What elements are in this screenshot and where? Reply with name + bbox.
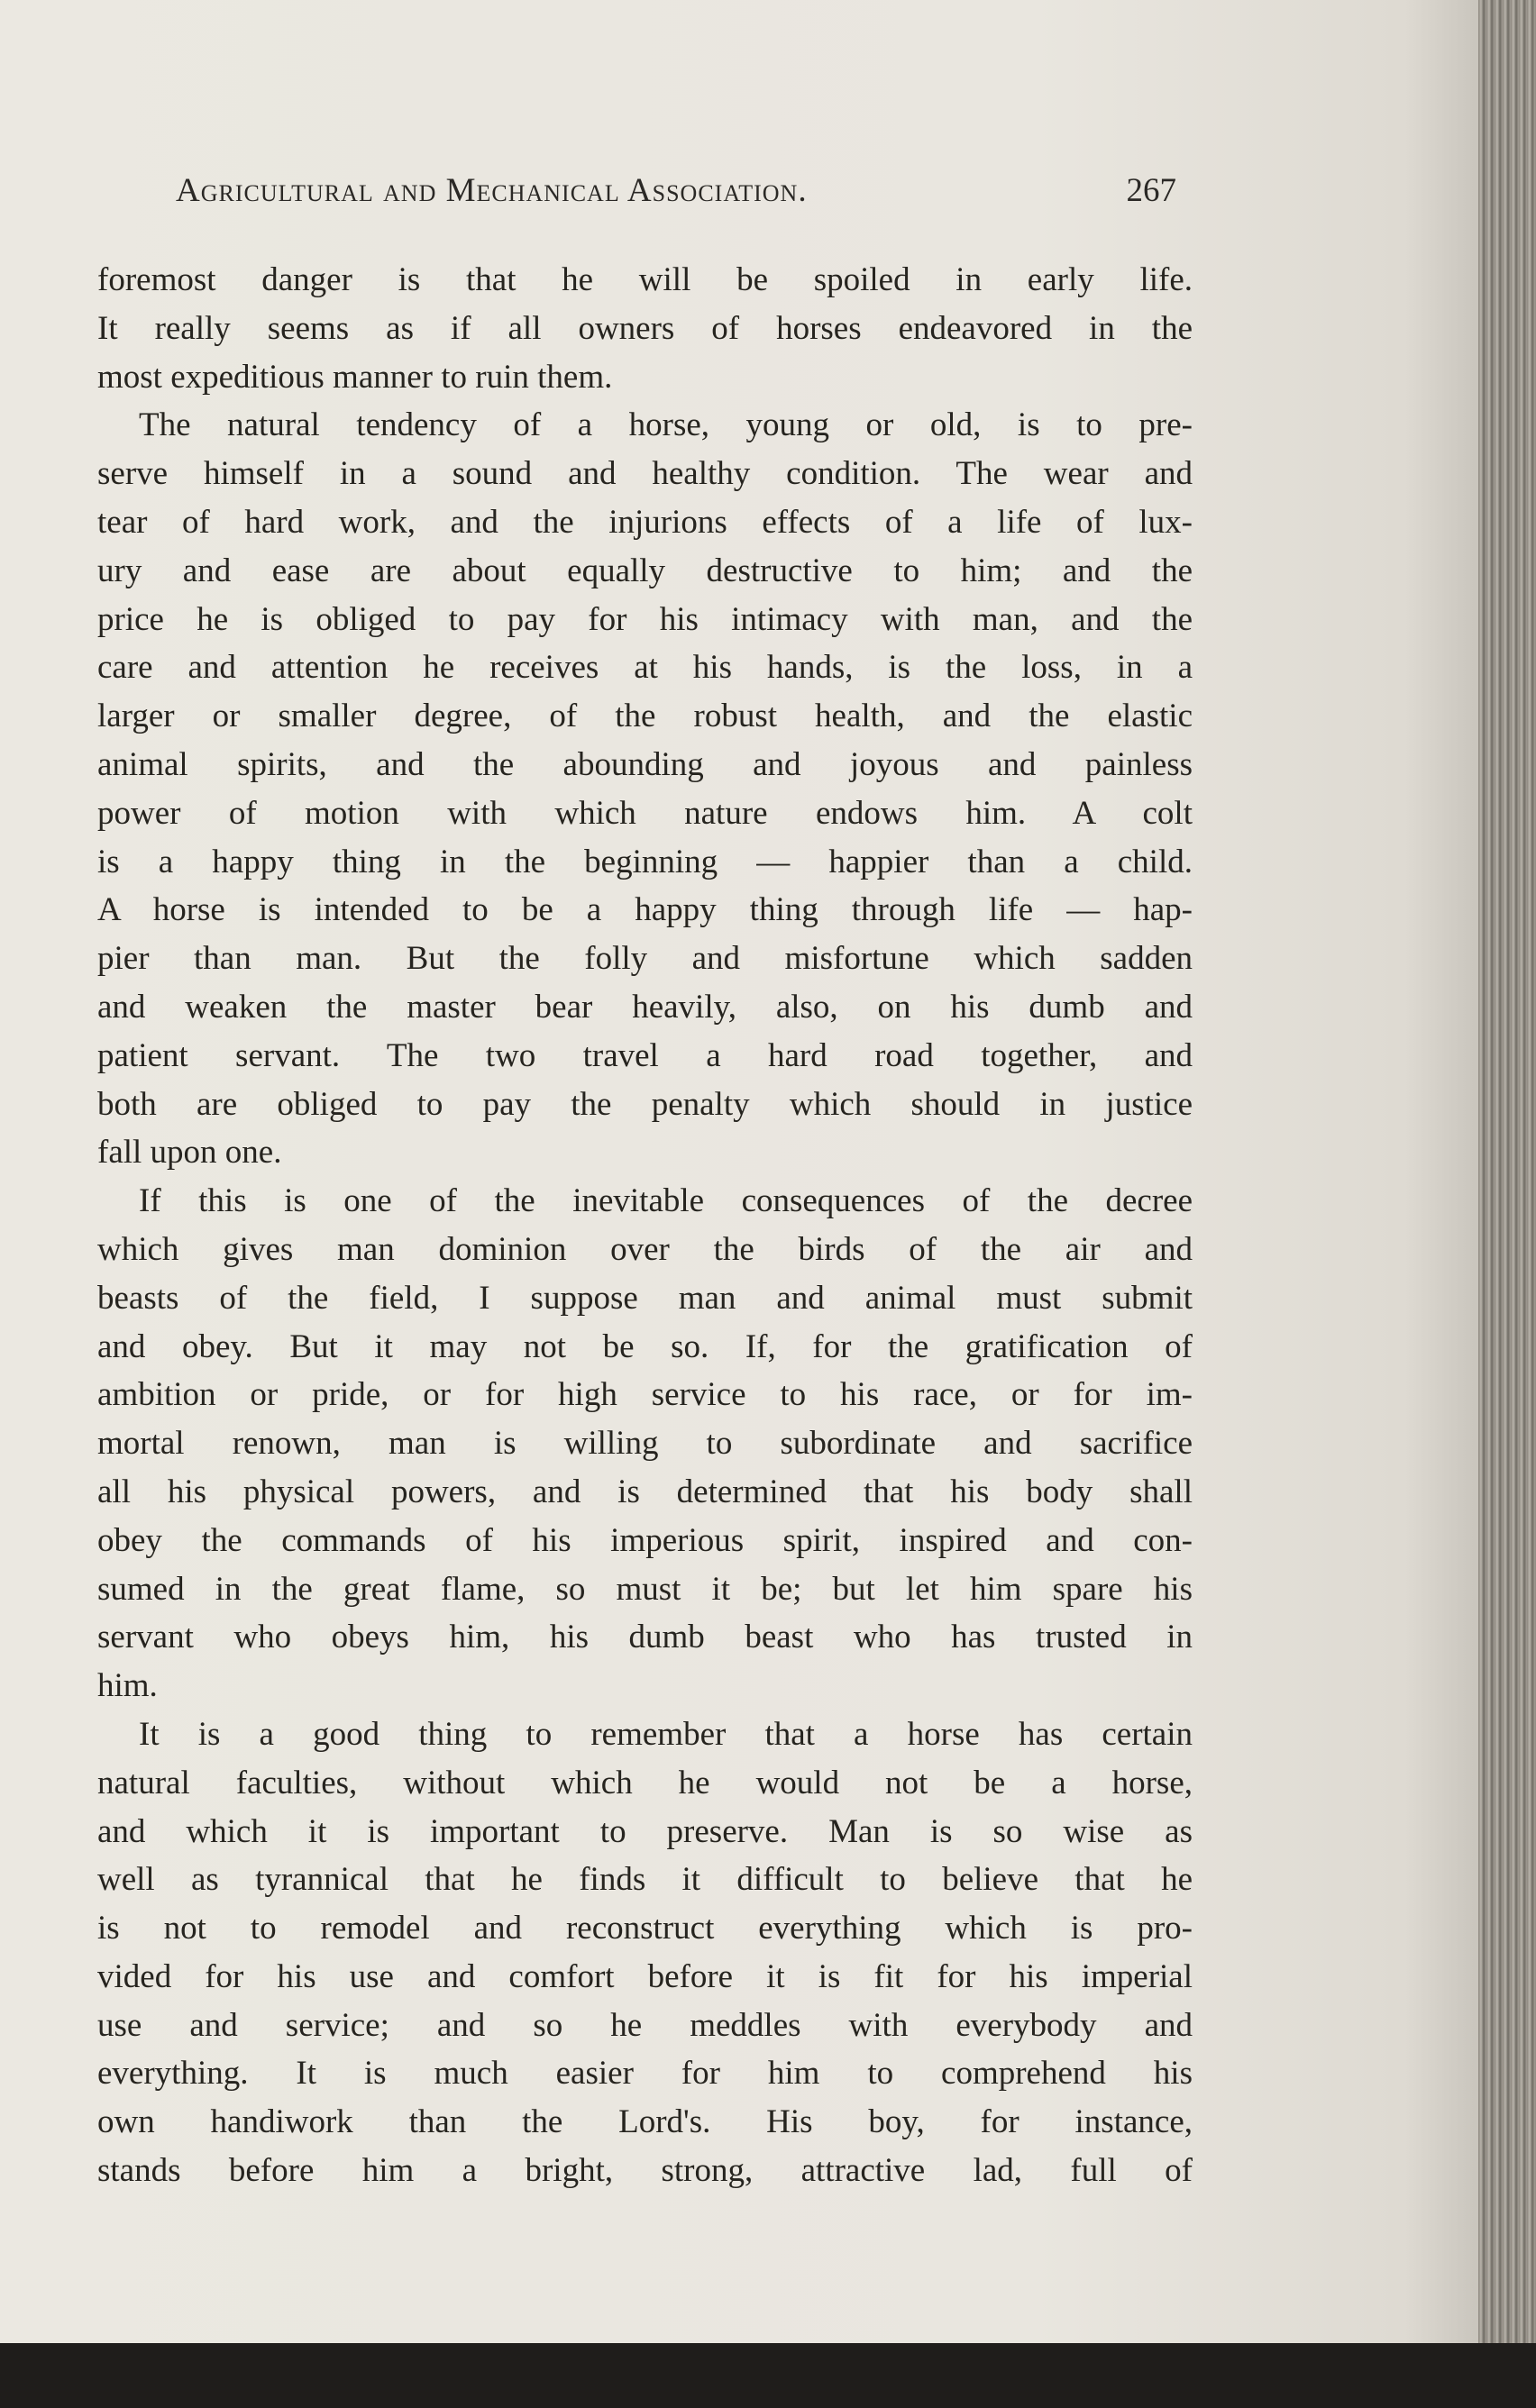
- page-edge-shadow: [1478, 0, 1536, 2343]
- text-line: patient servant. The two travel a hard road together, and: [97, 1036, 1193, 1074]
- text-line: foremost danger is that he will be spoiled in early life.: [97, 261, 1193, 298]
- text-line: tear of hard work, and the injurions effects of a life of lux-: [97, 503, 1193, 541]
- text-line: everything. It is much easier for him to comprehend his: [97, 2055, 1193, 2093]
- text-line: well as tyrannical that he finds it difficult to believe that he: [97, 1861, 1193, 1899]
- text-line: and weaken the master bear heavily, also, on his dumb and: [97, 988, 1193, 1026]
- paragraph: [97, 1177, 1193, 1710]
- text-line: It really seems as if all owners of horses endeavored in the: [97, 309, 1193, 347]
- text-line: price he is obliged to pay for his intimacy with man, and the: [97, 600, 1193, 638]
- paragraph: [97, 256, 1193, 401]
- text-line: is a happy thing in the beginning — happier than a child.: [97, 843, 1193, 880]
- text-line: care and attention he receives at his hands, is the loss, in a: [97, 649, 1193, 687]
- text-line: ury and ease are about equally destructive to him; and the: [97, 552, 1193, 589]
- text-line: most expeditious manner to ruin them.: [97, 358, 613, 396]
- text-line: fall upon one.: [97, 1134, 282, 1172]
- text-line: use and service; and so he meddles with everybody and: [97, 2006, 1193, 2044]
- text-line: sumed in the great flame, so must it be; but let him spare his: [97, 1570, 1193, 1608]
- text-line: serve himself in a sound and healthy condition. The wear and: [97, 455, 1193, 493]
- text-line: beasts of the field, I suppose man and animal must submit: [97, 1279, 1193, 1317]
- text-line: mortal renown, man is willing to subordinate and sacrifice: [97, 1425, 1193, 1463]
- text-line: own handiwork than the Lord's. His boy, for instance,: [97, 2103, 1193, 2141]
- text-line: stands before him a bright, strong, attractive lad, full of: [97, 2152, 1193, 2190]
- scan-bottom-border: [0, 2343, 1536, 2408]
- text-line: obey the commands of his imperious spirit, inspired and con-: [97, 1521, 1193, 1559]
- text-line: and obey. But it may not be so. If, for the gratification of: [97, 1327, 1193, 1365]
- text-line: A horse is intended to be a happy thing through life — hap-: [97, 891, 1193, 929]
- text-line: and which it is important to preserve. Man is so wise as: [97, 1812, 1193, 1850]
- text-line: which gives man dominion over the birds of the air and: [97, 1230, 1193, 1268]
- text-line: all his physical powers, and is determined that his body shall: [97, 1473, 1193, 1510]
- text-line: If this is one of the inevitable consequences of the decree: [139, 1182, 1193, 1220]
- text-line: ambition or pride, or for high service to his race, or for im-: [97, 1376, 1193, 1414]
- text-line: servant who obeys him, his dumb beast who has trusted in: [97, 1619, 1193, 1656]
- text-line: natural faculties, without which he would not be a horse,: [97, 1764, 1193, 1801]
- text-line: animal spirits, and the abounding and joyous and painless: [97, 745, 1193, 783]
- text-line: power of motion with which nature endows him. A colt: [97, 794, 1193, 832]
- page-header: [176, 171, 1176, 225]
- text-line: both are obliged to pay the penalty which should in justice: [97, 1085, 1193, 1123]
- text-line: vided for his use and comfort before it is fit for his imperial: [97, 1957, 1193, 1995]
- text-line: larger or smaller degree, of the robust health, and the elastic: [97, 698, 1193, 735]
- running-head: Agricultural and Mechanical Association.: [176, 172, 808, 209]
- text-line: It is a good thing to remember that a horse has certain: [139, 1715, 1193, 1753]
- text-line: pier than man. But the folly and misfortune which sadden: [97, 940, 1193, 978]
- page-number: 267: [1126, 172, 1176, 209]
- text-line: him.: [97, 1667, 158, 1705]
- text-line: is not to remodel and reconstruct everything which is pro-: [97, 1910, 1193, 1947]
- paragraph: [97, 401, 1193, 1177]
- body-text: [97, 256, 1193, 2195]
- text-line: The natural tendency of a horse, young or old, is to pre-: [139, 406, 1193, 444]
- paragraph: [97, 1710, 1193, 2195]
